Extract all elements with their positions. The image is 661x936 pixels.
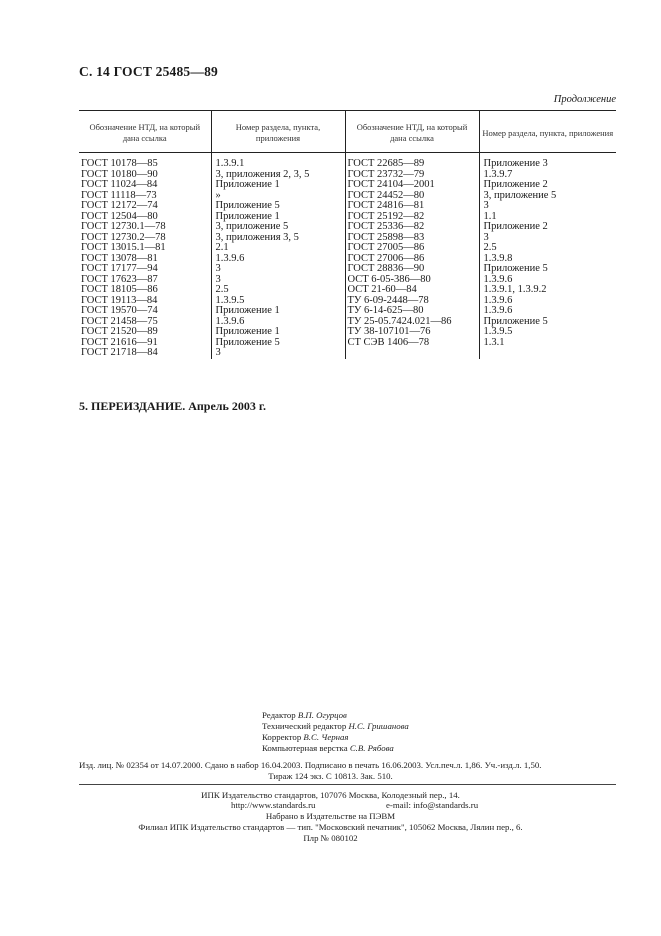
reissue-note: 5. ПЕРЕИЗДАНИЕ. Апрель 2003 г. [79, 399, 266, 413]
table-body [79, 153, 616, 359]
cell-section-number: Приложение 2 [483, 221, 548, 232]
print-run-line: Тираж 124 экз. С 10813. Зак. 510. [268, 771, 393, 781]
cell-ntd-designation: ГОСТ 12730.1—78 [79, 222, 211, 233]
cell-section-number: 1.3.9.8 [483, 252, 513, 264]
table-row [79, 348, 616, 359]
cell-section-number: 2.5 [483, 242, 497, 253]
cell-ntd-designation: ГОСТ 24452—80 [345, 191, 479, 202]
cell-ntd-designation: ГОСТ 13078—81 [79, 254, 211, 265]
cell-ntd-designation: ГОСТ 19113—84 [79, 296, 211, 307]
cell-ntd-designation: ГОСТ 21458—75 [79, 317, 211, 328]
table-row [79, 153, 616, 170]
cell-ntd-designation: ГОСТ 17177—94 [79, 264, 211, 275]
email-link[interactable]: e-mail: info@standards.ru [386, 800, 479, 810]
cell-ntd-designation: ГОСТ 24816—81 [345, 201, 479, 212]
cell-section-number: 3, приложения 3, 5 [211, 233, 345, 244]
table-header-row [79, 111, 616, 153]
table-row [79, 338, 616, 349]
table-row [79, 180, 616, 191]
license-line: Плр № 080102 [303, 833, 358, 843]
cell-section-number: Приложение 1 [211, 306, 345, 317]
cell-section-number: 3 [483, 231, 489, 243]
cell-ntd-designation: ГОСТ 10180—90 [79, 170, 211, 181]
cell-section-number: 2.1 [211, 243, 345, 254]
cell-section-number: Приложение 1 [211, 180, 345, 191]
cell-ntd-designation: ГОСТ 12504—80 [79, 212, 211, 223]
cell-ntd-designation: ГОСТ 12172—74 [79, 201, 211, 212]
cell-section-number: Приложение 1 [211, 212, 345, 223]
cell-section-number: 2.5 [211, 285, 345, 296]
cell-section-number: 3, приложение 5 [483, 189, 557, 201]
cell-section-number: 3 [211, 348, 345, 359]
cell-section-number: Приложение 5 [483, 263, 548, 274]
cell-ntd-designation: ГОСТ 18105—86 [79, 285, 211, 296]
staff-name: С.В. Рябова [349, 743, 394, 753]
cell-section-number: 1.3.9.5 [483, 326, 513, 337]
staff-role: Корректор [262, 732, 302, 742]
cell-ntd-designation: ГОСТ 25898—83 [345, 233, 479, 244]
cell-ntd-designation: ГОСТ 19570—74 [79, 306, 211, 317]
imprint-divider [79, 784, 616, 785]
cell-ntd-designation: ГОСТ 17623—87 [79, 275, 211, 286]
staff-role: Технический редактор [262, 721, 347, 731]
table-row [79, 285, 616, 296]
cell-ntd-designation: ГОСТ 10178—85 [79, 153, 211, 170]
cell-section-number: Приложение 1 [211, 327, 345, 338]
staff-technical-editor [262, 721, 409, 731]
staff-role: Редактор [262, 710, 296, 720]
table-row [79, 243, 616, 254]
cell-ntd-designation: ГОСТ 12730.2—78 [79, 233, 211, 244]
staff-name: В.П. Огурцов [297, 710, 347, 720]
cell-ntd-designation: ГОСТ 25336—82 [345, 222, 479, 233]
cell-section-number: 3 [211, 264, 345, 275]
staff-layout [262, 743, 394, 753]
reference-table [79, 110, 616, 359]
typeset-line: Набрано в Издательстве на ПЭВМ [265, 811, 396, 821]
cell-ntd-designation: ГОСТ 24104—2001 [345, 180, 479, 191]
table-row [79, 327, 616, 338]
cell-section-number: Приложение 3 [483, 158, 548, 169]
cell-section-number: » [211, 191, 345, 202]
cell-ntd-designation: ГОСТ 11118—73 [79, 191, 211, 202]
cell-section-number: 1.3.9.1, 1.3.9.2 [483, 284, 547, 295]
staff-editor [262, 710, 347, 720]
cell-ntd-designation: ГОСТ 21520—89 [79, 327, 211, 338]
cell-section-number [479, 348, 616, 359]
cell-section-number: Приложение 5 [483, 315, 548, 327]
cell-ntd-designation: ТУ 25-05.7424.021—86 [345, 317, 479, 328]
continuation-label: Продолжение [553, 94, 616, 105]
cell-section-number: 1.3.9.6 [211, 317, 345, 328]
cell-section-number: 1.3.9.6 [211, 254, 345, 265]
cell-section-number: 3 [483, 200, 489, 211]
cell-ntd-designation: ТУ 6-09-2448—78 [345, 296, 479, 307]
cell-section-number: Приложение 2 [483, 179, 548, 190]
header-ntd-designation-2: Обозначение НТД, на который дана ссылка [345, 111, 479, 153]
cell-ntd-designation: ТУ 6-14-625—80 [345, 306, 479, 317]
cell-section-number: 3, приложения 2, 3, 5 [211, 170, 345, 181]
cell-ntd-designation: ГОСТ 25192—82 [345, 212, 479, 223]
cell-ntd-designation: ОСТ 21-60—84 [345, 285, 479, 296]
cell-section-number: 1.3.9.6 [483, 294, 513, 306]
cell-ntd-designation: ТУ 38-107101—76 [345, 327, 479, 338]
cell-section-number: 1.3.9.5 [211, 296, 345, 307]
cell-ntd-designation: ГОСТ 27005—86 [345, 243, 479, 254]
cell-section-number: 3, приложение 5 [211, 222, 345, 233]
cell-ntd-designation: ГОСТ 28836—90 [345, 264, 479, 275]
cell-section-number: 1.3.9.6 [483, 273, 513, 285]
cell-ntd-designation: ГОСТ 21718—84 [79, 348, 211, 359]
cell-section-number: Приложение 5 [211, 338, 345, 349]
cell-ntd-designation: ГОСТ 13015.1—81 [79, 243, 211, 254]
cell-ntd-designation: ГОСТ 27006—86 [345, 254, 479, 265]
table-row [79, 306, 616, 317]
cell-section-number: 1.1 [483, 210, 497, 222]
cell-ntd-designation: ГОСТ 23732—79 [345, 170, 479, 181]
cell-ntd-designation: ГОСТ 21616—91 [79, 338, 211, 349]
publication-line: Изд. лиц. № 02354 от 14.07.2000. Сдано в набор 16.04.2003. Подписано в печать 16.06.2003. Усл.печ.л. 1,86. Уч.-изд.л. 1,50. [79, 760, 542, 770]
staff-role: Компьютерная верстка [262, 743, 348, 753]
branch-line: Филиал ИПК Издательство стандартов — тип. "Московский печатник", 105062 Москва, Лялин пер., 6. [138, 822, 523, 832]
cell-ntd-designation: ОСТ 6-05-386—80 [345, 275, 479, 286]
table-row [79, 264, 616, 275]
cell-ntd-designation [345, 348, 479, 359]
publisher-address: ИПК Издательство стандартов, 107076 Москва, Колодезный пер., 14. [201, 790, 460, 800]
cell-ntd-designation: ГОСТ 22685—89 [345, 153, 479, 170]
table-row [79, 222, 616, 233]
cell-ntd-designation: ГОСТ 11024—84 [79, 180, 211, 191]
cell-section-number: 1.3.1 [483, 336, 505, 348]
cell-section-number: 3 [211, 275, 345, 286]
website-link[interactable]: http://www.standards.ru [231, 800, 316, 810]
cell-section-number: 1.3.9.6 [483, 305, 513, 316]
header-section-number-2: Номер раздела, пункта, приложения [479, 111, 616, 153]
staff-name: Н.С. Гришанова [348, 721, 409, 731]
staff-corrector [262, 732, 348, 742]
cell-section-number: Приложение 5 [211, 201, 345, 212]
page-title: С. 14 ГОСТ 25485—89 [79, 64, 218, 79]
header-ntd-designation-1: Обозначение НТД, на который дана ссылка [79, 111, 211, 153]
header-section-number-1: Номер раздела, пункта, приложения [211, 111, 345, 153]
cell-section-number: 1.3.9.1 [211, 153, 345, 170]
table-row [79, 201, 616, 212]
cell-section-number: 1.3.9.7 [483, 168, 513, 180]
cell-ntd-designation: СТ СЭВ 1406—78 [345, 338, 479, 349]
staff-name: В.С. Черная [303, 732, 349, 742]
